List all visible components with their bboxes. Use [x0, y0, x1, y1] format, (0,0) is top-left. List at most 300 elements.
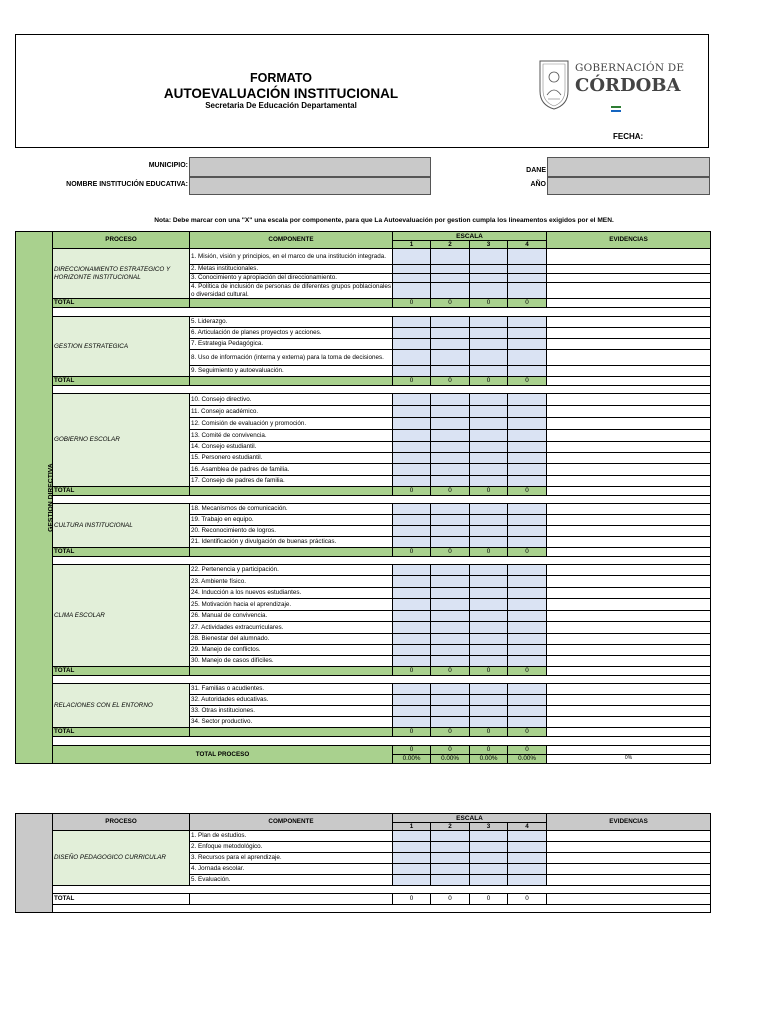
total-proceso-evidencias: [547, 746, 711, 755]
scale-4-cell[interactable]: [508, 645, 547, 656]
scale-1-cell[interactable]: [393, 515, 431, 526]
componente-cell: 3. Conocimiento y apropiación del direccionamiento.: [190, 274, 393, 283]
scale-3-cell[interactable]: [470, 526, 508, 537]
scale-1-cell[interactable]: [393, 406, 431, 418]
total-scale-1: 0: [393, 377, 431, 386]
componente-cell: 26. Manual de convivencia.: [190, 611, 393, 622]
fecha-label: FECHA:: [613, 132, 644, 141]
scale-3-cell[interactable]: [470, 350, 508, 366]
scale-4-cell[interactable]: [508, 464, 547, 476]
scale-3-cell[interactable]: [470, 317, 508, 328]
componente-cell: 34. Sector productivo.: [190, 717, 393, 728]
scale-1-cell[interactable]: [393, 717, 431, 728]
scale-4-cell[interactable]: [508, 576, 547, 588]
evidencias-cell[interactable]: [547, 339, 711, 350]
evidencias-cell[interactable]: [547, 418, 711, 430]
dane-field[interactable]: [547, 157, 710, 177]
scale-4-cell[interactable]: [508, 317, 547, 328]
evidencias-cell[interactable]: [547, 328, 711, 339]
evidencias-cell[interactable]: [547, 864, 711, 875]
scale-2-cell[interactable]: [431, 366, 470, 377]
evidencias-cell[interactable]: [547, 350, 711, 366]
scale-1-cell[interactable]: [393, 430, 431, 442]
scale-1-cell[interactable]: [393, 504, 431, 515]
spacer-row: [53, 905, 711, 913]
evidencias-cell[interactable]: [547, 831, 711, 842]
total-evidencias-cell: [547, 548, 711, 557]
total-scale-4: 0: [508, 894, 547, 905]
scale-3-cell[interactable]: [470, 588, 508, 599]
total-scale-2: 0: [431, 487, 470, 496]
evidencias-cell[interactable]: [547, 265, 711, 274]
scale-3-cell[interactable]: [470, 875, 508, 886]
total-evidencias-cell: [547, 377, 711, 386]
evidencias-cell[interactable]: [547, 599, 711, 611]
spacer-row: [53, 308, 711, 317]
evidencias-cell[interactable]: [547, 656, 711, 667]
total-scale-4: 0: [508, 728, 547, 737]
scale-4-cell[interactable]: [508, 406, 547, 418]
evidencias-cell[interactable]: [547, 875, 711, 886]
total-scale-2: 0: [431, 377, 470, 386]
scale-2-cell[interactable]: [431, 576, 470, 588]
scale-4-cell[interactable]: [508, 366, 547, 377]
scale-1-cell[interactable]: [393, 611, 431, 622]
scale-1-cell[interactable]: [393, 645, 431, 656]
scale-3-cell[interactable]: [470, 339, 508, 350]
scale-1-cell[interactable]: [393, 476, 431, 487]
proceso-cell: DIRECCIONAMIENTO ESTRATEGICO Y HORIZONTE INSTITUCIONAL: [53, 249, 190, 299]
evidencias-cell[interactable]: [547, 442, 711, 453]
evidencias-cell[interactable]: [547, 576, 711, 588]
total-scale-2: 0: [431, 728, 470, 737]
municipio-label: MUNICIPIO:: [148, 162, 188, 169]
scale-1-cell[interactable]: [393, 394, 431, 406]
col-header-scale-1: 1: [393, 241, 431, 249]
scale-1-cell[interactable]: [393, 565, 431, 576]
total-proceso-scale-4: 0: [508, 746, 547, 755]
document-header: [15, 34, 709, 148]
componente-cell: 4. Jornada escolar.: [190, 864, 393, 875]
componente-cell: 21. Identificación y divulgación de buenas prácticas.: [190, 537, 393, 548]
scale-4-cell[interactable]: [508, 588, 547, 599]
total-scale-3: 0: [470, 894, 508, 905]
scale-3-cell[interactable]: [470, 656, 508, 667]
scale-1-cell[interactable]: [393, 366, 431, 377]
scale-2-cell[interactable]: [431, 394, 470, 406]
scale-1-cell[interactable]: [393, 283, 431, 299]
componente-cell: 32. Autoridades educativas.: [190, 695, 393, 706]
spacer-row: [53, 386, 711, 394]
col-header-componente: COMPONENTE: [190, 232, 393, 249]
componente-cell: 20. Reconocimiento de logros.: [190, 526, 393, 537]
scale-2-cell[interactable]: [431, 634, 470, 645]
evidencias-cell[interactable]: [547, 684, 711, 695]
scale-4-cell[interactable]: [508, 274, 547, 283]
evidencias-cell[interactable]: [547, 515, 711, 526]
scale-4-cell[interactable]: [508, 394, 547, 406]
componente-cell: 2. Enfoque metodológico.: [190, 842, 393, 853]
scale-1-cell[interactable]: [393, 249, 431, 265]
scale-3-cell[interactable]: [470, 853, 508, 864]
scale-4-cell[interactable]: [508, 842, 547, 853]
componente-cell: 7. Estrategia Pedagógica.: [190, 339, 393, 350]
evidencias-cell[interactable]: [547, 706, 711, 717]
scale-4-cell[interactable]: [508, 453, 547, 464]
componente-cell: 24. Inducción a los nuevos estudiantes.: [190, 588, 393, 599]
anio-field[interactable]: [547, 177, 710, 195]
scale-3-cell[interactable]: [470, 283, 508, 299]
total-scale-4: 0: [508, 299, 547, 308]
spacer-row: [53, 676, 711, 684]
total-label: TOTAL: [53, 728, 190, 737]
col-header-scale-1: 1: [393, 823, 431, 831]
scale-4-cell[interactable]: [508, 622, 547, 634]
scale-1-cell[interactable]: [393, 831, 431, 842]
evidencias-cell[interactable]: [547, 645, 711, 656]
evidencias-cell[interactable]: [547, 274, 711, 283]
total-pct-scale-4: 0.00%: [508, 755, 547, 764]
componente-cell: 5. Evaluación.: [190, 875, 393, 886]
scale-3-cell[interactable]: [470, 565, 508, 576]
total-componente-cell: [190, 299, 393, 308]
scale-4-cell[interactable]: [508, 599, 547, 611]
scale-4-cell[interactable]: [508, 526, 547, 537]
scale-2-cell[interactable]: [431, 684, 470, 695]
scale-3-cell[interactable]: [470, 464, 508, 476]
componente-cell: 29. Manejo de conflictos.: [190, 645, 393, 656]
scale-3-cell[interactable]: [470, 430, 508, 442]
col-header-evidencias: EVIDENCIAS: [547, 814, 711, 831]
total-proceso-scale-2: 0: [431, 746, 470, 755]
col-header-proceso: PROCESO: [53, 814, 190, 831]
componente-cell: 14. Consejo estudiantil.: [190, 442, 393, 453]
logo-text-cordoba: CÓRDOBA: [575, 75, 681, 96]
scale-1-cell[interactable]: [393, 706, 431, 717]
proceso-cell: DISEÑO PEDAGOGICO CURRICULAR: [53, 831, 190, 886]
scale-2-cell[interactable]: [431, 476, 470, 487]
evidencias-cell[interactable]: [547, 622, 711, 634]
evidencias-cell[interactable]: [547, 588, 711, 599]
title-line2: AUTOEVALUACIÓN INSTITUCIONAL: [163, 86, 399, 101]
scale-1-cell[interactable]: [393, 418, 431, 430]
scale-1-cell[interactable]: [393, 442, 431, 453]
municipio-field[interactable]: [189, 157, 431, 177]
dane-label: DANE: [526, 167, 546, 174]
scale-2-cell[interactable]: [431, 283, 470, 299]
total-scale-1: 0: [393, 548, 431, 557]
scale-4-cell[interactable]: [508, 476, 547, 487]
scale-2-cell[interactable]: [431, 656, 470, 667]
total-label: TOTAL: [53, 299, 190, 308]
section-side-label: GESTION DIRECTIVA: [47, 463, 55, 532]
gestion-directiva-side-cell: [16, 232, 53, 764]
scale-4-cell[interactable]: [508, 418, 547, 430]
scale-2-cell[interactable]: [431, 695, 470, 706]
col-header-escala: ESCALA: [393, 232, 547, 241]
total-scale-1: 0: [393, 487, 431, 496]
total-scale-2: 0: [431, 667, 470, 676]
total-scale-2: 0: [431, 894, 470, 905]
componente-cell: 27. Actividades extracurriculares.: [190, 622, 393, 634]
scale-2-cell[interactable]: [431, 875, 470, 886]
scale-1-cell[interactable]: [393, 453, 431, 464]
scale-4-cell[interactable]: [508, 831, 547, 842]
scale-4-cell[interactable]: [508, 339, 547, 350]
scale-2-cell[interactable]: [431, 706, 470, 717]
scale-1-cell[interactable]: [393, 350, 431, 366]
scale-3-cell[interactable]: [470, 442, 508, 453]
scale-3-cell[interactable]: [470, 634, 508, 645]
proceso-cell: CLIMA ESCOLAR: [53, 565, 190, 667]
evidencias-cell[interactable]: [547, 476, 711, 487]
scale-4-cell[interactable]: [508, 684, 547, 695]
gestion-academica-table: [15, 813, 711, 913]
gestion-academica-side-cell: [16, 814, 53, 913]
total-label: TOTAL: [53, 667, 190, 676]
scale-1-cell[interactable]: [393, 339, 431, 350]
scale-3-cell[interactable]: [470, 831, 508, 842]
scale-2-cell[interactable]: [431, 249, 470, 265]
scale-4-cell[interactable]: [508, 249, 547, 265]
componente-cell: 30. Manejo de casos difíciles.: [190, 656, 393, 667]
evidencias-cell[interactable]: [547, 283, 711, 299]
scale-4-cell[interactable]: [508, 565, 547, 576]
scale-2-cell[interactable]: [431, 853, 470, 864]
total-scale-3: 0: [470, 667, 508, 676]
scale-2-cell[interactable]: [431, 831, 470, 842]
scale-4-cell[interactable]: [508, 442, 547, 453]
total-scale-3: 0: [470, 487, 508, 496]
scale-2-cell[interactable]: [431, 328, 470, 339]
componente-cell: 6. Articulación de planes proyectos y acciones.: [190, 328, 393, 339]
total-pct-scale-3: 0.00%: [470, 755, 508, 764]
total-evidencias-cell: [547, 299, 711, 308]
scale-2-cell[interactable]: [431, 504, 470, 515]
componente-cell: 12. Comisión de evaluación y promoción.: [190, 418, 393, 430]
scale-2-cell[interactable]: [431, 339, 470, 350]
scale-2-cell[interactable]: [431, 265, 470, 274]
scale-4-cell[interactable]: [508, 283, 547, 299]
scale-1-cell[interactable]: [393, 853, 431, 864]
total-evidencias-cell: [547, 487, 711, 496]
scale-2-cell[interactable]: [431, 611, 470, 622]
total-pct-scale-1: 0.00%: [393, 755, 431, 764]
col-header-scale-4: 4: [508, 823, 547, 831]
total-componente-cell: [190, 548, 393, 557]
evidencias-cell[interactable]: [547, 249, 711, 265]
scale-4-cell[interactable]: [508, 875, 547, 886]
total-scale-3: 0: [470, 548, 508, 557]
scale-4-cell[interactable]: [508, 611, 547, 622]
scale-3-cell[interactable]: [470, 611, 508, 622]
flag-icon: [611, 99, 621, 117]
scale-2-cell[interactable]: [431, 526, 470, 537]
scale-3-cell[interactable]: [470, 328, 508, 339]
scale-2-cell[interactable]: [431, 717, 470, 728]
scale-2-cell[interactable]: [431, 645, 470, 656]
scale-2-cell[interactable]: [431, 453, 470, 464]
scale-4-cell[interactable]: [508, 864, 547, 875]
scale-3-cell[interactable]: [470, 576, 508, 588]
componente-cell: 19. Trabajo en equipo.: [190, 515, 393, 526]
evidencias-pct: 0%: [547, 755, 711, 764]
spacer-row: [53, 496, 711, 504]
scale-3-cell[interactable]: [470, 476, 508, 487]
scale-4-cell[interactable]: [508, 265, 547, 274]
scale-3-cell[interactable]: [470, 515, 508, 526]
scale-1-cell[interactable]: [393, 526, 431, 537]
total-pct-scale-2: 0.00%: [431, 755, 470, 764]
scale-4-cell[interactable]: [508, 350, 547, 366]
scale-4-cell[interactable]: [508, 853, 547, 864]
scale-3-cell[interactable]: [470, 645, 508, 656]
evidencias-cell[interactable]: [547, 464, 711, 476]
componente-cell: 1. Plan de estudios.: [190, 831, 393, 842]
total-proceso-scale-1: 0: [393, 746, 431, 755]
scale-4-cell[interactable]: [508, 717, 547, 728]
scale-1-cell[interactable]: [393, 695, 431, 706]
scale-3-cell[interactable]: [470, 394, 508, 406]
scale-3-cell[interactable]: [470, 249, 508, 265]
scale-4-cell[interactable]: [508, 430, 547, 442]
scale-1-cell[interactable]: [393, 274, 431, 283]
scale-1-cell[interactable]: [393, 656, 431, 667]
scale-4-cell[interactable]: [508, 537, 547, 548]
scale-2-cell[interactable]: [431, 442, 470, 453]
scale-1-cell[interactable]: [393, 328, 431, 339]
scale-2-cell[interactable]: [431, 537, 470, 548]
scale-3-cell[interactable]: [470, 274, 508, 283]
total-scale-1: 0: [393, 894, 431, 905]
scale-3-cell[interactable]: [470, 418, 508, 430]
evidencias-cell[interactable]: [547, 842, 711, 853]
scale-1-cell[interactable]: [393, 634, 431, 645]
scale-3-cell[interactable]: [470, 366, 508, 377]
title-line1: FORMATO: [249, 71, 313, 85]
componente-cell: 2. Metas institucionales.: [190, 265, 393, 274]
scale-1-cell[interactable]: [393, 622, 431, 634]
gestion-directiva-table: [15, 231, 711, 764]
scale-2-cell[interactable]: [431, 464, 470, 476]
scale-1-cell[interactable]: [393, 864, 431, 875]
scale-2-cell[interactable]: [431, 430, 470, 442]
scale-4-cell[interactable]: [508, 695, 547, 706]
scale-1-cell[interactable]: [393, 265, 431, 274]
scale-1-cell[interactable]: [393, 317, 431, 328]
scale-2-cell[interactable]: [431, 317, 470, 328]
proceso-cell: RELACIONES CON EL ENTORNO: [53, 684, 190, 728]
evidencias-cell[interactable]: [547, 853, 711, 864]
scale-1-cell[interactable]: [393, 875, 431, 886]
evidencias-cell[interactable]: [547, 634, 711, 645]
spacer-row: [53, 557, 711, 565]
scale-3-cell[interactable]: [470, 684, 508, 695]
note-text: Nota: Debe marcar con una "X" una escala por componente, para que La Autoevaluación por gestion cumpla los lineamentos exigidos por el MEN.: [154, 217, 614, 224]
scale-4-cell[interactable]: [508, 515, 547, 526]
institucion-field[interactable]: [189, 177, 431, 195]
scale-1-cell[interactable]: [393, 599, 431, 611]
total-scale-2: 0: [431, 299, 470, 308]
proceso-cell: GOBIERNO ESCOLAR: [53, 394, 190, 487]
evidencias-cell[interactable]: [547, 394, 711, 406]
scale-4-cell[interactable]: [508, 504, 547, 515]
scale-2-cell[interactable]: [431, 350, 470, 366]
scale-3-cell[interactable]: [470, 406, 508, 418]
evidencias-cell[interactable]: [547, 526, 711, 537]
scale-1-cell[interactable]: [393, 576, 431, 588]
seal-icon: [536, 57, 572, 116]
scale-2-cell[interactable]: [431, 622, 470, 634]
total-proceso-label: TOTAL PROCESO: [53, 746, 393, 764]
evidencias-cell[interactable]: [547, 695, 711, 706]
scale-3-cell[interactable]: [470, 864, 508, 875]
scale-2-cell[interactable]: [431, 406, 470, 418]
scale-4-cell[interactable]: [508, 706, 547, 717]
scale-4-cell[interactable]: [508, 634, 547, 645]
scale-1-cell[interactable]: [393, 842, 431, 853]
scale-3-cell[interactable]: [470, 695, 508, 706]
scale-1-cell[interactable]: [393, 588, 431, 599]
total-label: TOTAL: [53, 377, 190, 386]
scale-3-cell[interactable]: [470, 717, 508, 728]
scale-3-cell[interactable]: [470, 622, 508, 634]
evidencias-cell[interactable]: [547, 611, 711, 622]
scale-2-cell[interactable]: [431, 599, 470, 611]
evidencias-cell[interactable]: [547, 565, 711, 576]
scale-1-cell[interactable]: [393, 537, 431, 548]
scale-2-cell[interactable]: [431, 588, 470, 599]
col-header-evidencias: EVIDENCIAS: [547, 232, 711, 249]
col-header-scale-2: 2: [431, 241, 470, 249]
scale-2-cell[interactable]: [431, 418, 470, 430]
scale-2-cell[interactable]: [431, 565, 470, 576]
scale-4-cell[interactable]: [508, 656, 547, 667]
evidencias-cell[interactable]: [547, 317, 711, 328]
evidencias-cell[interactable]: [547, 453, 711, 464]
total-scale-1: 0: [393, 728, 431, 737]
scale-2-cell[interactable]: [431, 274, 470, 283]
scale-3-cell[interactable]: [470, 599, 508, 611]
total-scale-4: 0: [508, 377, 547, 386]
scale-3-cell[interactable]: [470, 265, 508, 274]
scale-2-cell[interactable]: [431, 842, 470, 853]
componente-cell: 16. Asamblea de padres de familia.: [190, 464, 393, 476]
scale-2-cell[interactable]: [431, 864, 470, 875]
total-componente-cell: [190, 377, 393, 386]
scale-4-cell[interactable]: [508, 328, 547, 339]
scale-3-cell[interactable]: [470, 504, 508, 515]
scale-3-cell[interactable]: [470, 706, 508, 717]
scale-2-cell[interactable]: [431, 515, 470, 526]
scale-1-cell[interactable]: [393, 684, 431, 695]
evidencias-cell[interactable]: [547, 430, 711, 442]
scale-3-cell[interactable]: [470, 537, 508, 548]
evidencias-cell[interactable]: [547, 406, 711, 418]
evidencias-cell[interactable]: [547, 504, 711, 515]
evidencias-cell[interactable]: [547, 537, 711, 548]
evidencias-cell[interactable]: [547, 366, 711, 377]
col-header-scale-3: 3: [470, 823, 508, 831]
scale-3-cell[interactable]: [470, 842, 508, 853]
evidencias-cell[interactable]: [547, 717, 711, 728]
proceso-cell: CULTURA INSTITUCIONAL: [53, 504, 190, 548]
total-scale-4: 0: [508, 667, 547, 676]
scale-1-cell[interactable]: [393, 464, 431, 476]
total-scale-4: 0: [508, 487, 547, 496]
col-header-proceso: PROCESO: [53, 232, 190, 249]
scale-3-cell[interactable]: [470, 453, 508, 464]
